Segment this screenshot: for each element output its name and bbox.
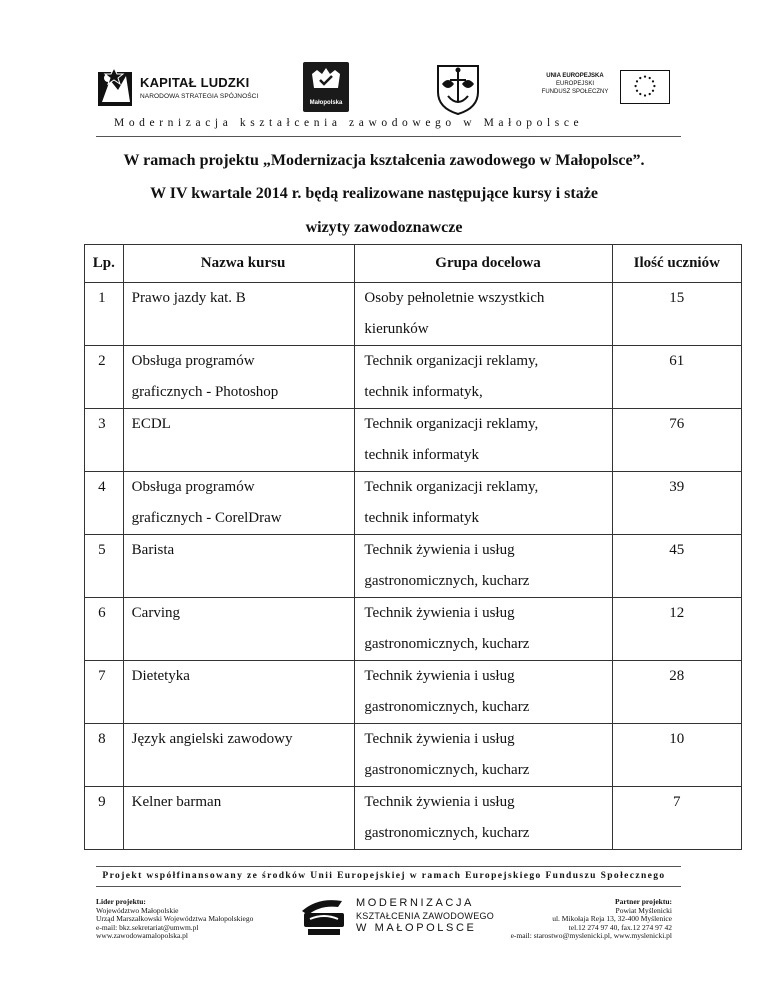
cell-lp <box>85 787 124 850</box>
lp-value: 6 <box>98 605 106 621</box>
cell-lp <box>85 535 124 598</box>
target-group-line: technik informatyk, <box>364 384 483 400</box>
cell-lp <box>85 598 124 661</box>
cell-student-count: 28 <box>612 661 741 724</box>
malopolska-label: Małopolska <box>309 100 343 106</box>
cell-target-group <box>355 598 612 661</box>
header-student-count: Ilość uczniów <box>612 245 741 283</box>
cell-lp <box>85 472 124 535</box>
header-target-group: Grupa docelowa <box>355 245 612 283</box>
heading-line-3: wizyty zawodoznawcze <box>305 219 463 236</box>
table-row <box>85 661 742 724</box>
malopolska-emblem-icon <box>303 62 349 96</box>
table-row <box>85 409 742 472</box>
cell-lp <box>85 283 124 346</box>
partner-contact: e-mail: starostwo@myslenicki.pl, www.myslenicki.pl <box>510 931 672 941</box>
cell-course-name <box>123 409 355 472</box>
leader-line: Województwo Małopolskie <box>96 905 179 915</box>
target-group-line: gastronomicznych, kucharz <box>364 825 530 841</box>
partner-address: ul. Mikołaja Reja 13, 32-400 Myślenice <box>552 914 672 924</box>
cell-target-group <box>355 472 612 535</box>
cell-target-group <box>355 409 612 472</box>
kapital-ludzki-emblem-icon <box>96 66 136 112</box>
cell-target-group <box>355 535 612 598</box>
cell-course-name <box>123 535 355 598</box>
target-group-line: gastronomicznych, kucharz <box>364 573 530 589</box>
heading-line-1: W ramach projektu „Modernizacja kształcenia zawodowego w Małopolsce”. <box>123 152 645 169</box>
table-row <box>85 724 742 787</box>
cell-student-count: 7 <box>612 787 741 850</box>
course-name-line: Prawo jazdy kat. B <box>131 290 246 306</box>
target-group-line: gastronomicznych, kucharz <box>364 762 530 778</box>
footer-divider-bottom <box>96 886 681 887</box>
cell-course-name <box>123 472 355 535</box>
target-group-line: Osoby pełnoletnie wszystkich <box>364 290 545 306</box>
mkz-line1: MODERNIZACJA <box>356 897 474 909</box>
partner-title: Partner projektu: <box>614 897 672 906</box>
partner-phone: tel.12 274 97 40, fax.12 274 97 42 <box>568 922 672 932</box>
mkz-line3: W MAŁOPOLSCE <box>356 922 477 934</box>
cell-course-name <box>123 787 355 850</box>
target-group-line: technik informatyk <box>364 510 479 526</box>
kapital-ludzki-subtitle: NARODOWA STRATEGIA SPÓJNOŚCI <box>140 93 259 100</box>
eu-text <box>540 72 610 96</box>
cell-target-group <box>355 283 612 346</box>
lp-value: 9 <box>98 794 106 810</box>
cell-target-group <box>355 661 612 724</box>
cell-student-count: 39 <box>612 472 741 535</box>
course-name-line: Kelner barman <box>131 794 222 810</box>
target-group-line: Technik żywienia i usług <box>364 731 515 747</box>
project-leader-block <box>96 898 253 941</box>
cell-target-group <box>355 787 612 850</box>
table-row <box>85 598 742 661</box>
course-name-line: graficznych - CorelDraw <box>131 510 282 526</box>
course-name-line: Obsługa programów <box>131 479 255 495</box>
cell-course-name <box>123 661 355 724</box>
header-lp: Lp. <box>85 245 124 283</box>
target-group-line: Technik żywienia i usług <box>364 605 515 621</box>
lp-value: 8 <box>98 731 106 747</box>
table-row <box>85 346 742 409</box>
lp-value: 2 <box>98 353 106 369</box>
cell-student-count: 10 <box>612 724 741 787</box>
eu-line1: UNIA EUROPEJSKA <box>546 73 604 79</box>
leader-title: Lider projektu: <box>96 897 146 906</box>
cell-lp <box>85 724 124 787</box>
target-group-line: gastronomicznych, kucharz <box>364 636 530 652</box>
target-group-line: kierunków <box>364 321 429 337</box>
cell-student-count: 15 <box>612 283 741 346</box>
header-course-name: Nazwa kursu <box>123 245 355 283</box>
malopolska-logo <box>303 62 349 112</box>
cell-course-name <box>123 598 355 661</box>
cell-lp <box>85 346 124 409</box>
header-divider <box>96 136 681 137</box>
project-partner-block <box>511 898 672 941</box>
cell-student-count: 61 <box>612 346 741 409</box>
target-group-line: Technik żywienia i usług <box>364 542 515 558</box>
footer-cofinancing-line: Projekt współfinansowany ze środków Unii Europejskiej w ramach Europejskiego Funduszu Społecznego <box>102 871 666 881</box>
eu-line3: FUNDUSZ SPOŁECZNY <box>541 89 609 95</box>
crest-icon <box>434 62 482 116</box>
cell-course-name <box>123 283 355 346</box>
leader-email: e-mail: bkz.sekretariat@umwm.pl <box>96 922 199 932</box>
course-name-line: Carving <box>131 605 180 621</box>
cell-course-name <box>123 346 355 409</box>
course-name-line: ECDL <box>131 416 171 432</box>
mkz-logo <box>298 893 495 939</box>
target-group-line: technik informatyk <box>364 447 479 463</box>
lp-value: 4 <box>98 479 106 495</box>
table-header-row <box>85 245 742 283</box>
cell-lp <box>85 661 124 724</box>
partner-line: Powiat Myślenicki <box>615 905 672 915</box>
heading-line-2: W IV kwartale 2014 r. będą realizowane następujące kursy i staże <box>150 185 598 202</box>
kapital-ludzki-title: KAPITAŁ LUDZKI <box>140 75 250 90</box>
kapital-ludzki-logo <box>96 66 266 112</box>
lp-value: 7 <box>98 668 106 684</box>
target-group-line: Technik organizacji reklamy, <box>364 479 539 495</box>
eu-logo <box>540 70 672 112</box>
courses-table <box>84 244 742 850</box>
cell-lp <box>85 409 124 472</box>
target-group-line: Technik organizacji reklamy, <box>364 353 539 369</box>
target-group-line: Technik żywienia i usług <box>364 668 515 684</box>
lp-value: 1 <box>98 290 106 306</box>
footer-divider-top <box>96 866 681 867</box>
leader-website: www.zawodowamalopolska.pl <box>96 931 188 941</box>
eu-line2: EUROPEJSKI <box>555 81 594 87</box>
course-name-line: Barista <box>131 542 175 558</box>
cell-student-count: 12 <box>612 598 741 661</box>
cell-course-name <box>123 724 355 787</box>
table-row <box>85 535 742 598</box>
course-name-line: Dietetyka <box>131 668 190 684</box>
table-row <box>85 787 742 850</box>
target-group-line: gastronomicznych, kucharz <box>364 699 530 715</box>
header-logos <box>0 62 768 116</box>
mkz-emblem-icon <box>298 893 350 937</box>
mkz-text <box>356 897 494 935</box>
lp-value: 5 <box>98 542 106 558</box>
lp-value: 3 <box>98 416 106 432</box>
course-name-line: Język angielski zawodowy <box>131 731 293 747</box>
mkz-line2: KSZTAŁCENIA ZAWODOWEGO <box>356 911 495 921</box>
course-name-line: graficznych - Photoshop <box>131 384 279 400</box>
cell-student-count: 45 <box>612 535 741 598</box>
table-row <box>85 472 742 535</box>
course-name-line: Obsługa programów <box>131 353 255 369</box>
modernizacja-tagline: Modernizacja kształcenia zawodowego w Małopolsce <box>114 117 584 129</box>
target-group-line: Technik organizacji reklamy, <box>364 416 539 432</box>
cell-target-group <box>355 724 612 787</box>
cell-target-group <box>355 346 612 409</box>
cell-student-count: 76 <box>612 409 741 472</box>
table-row <box>85 283 742 346</box>
target-group-line: Technik żywienia i usług <box>364 794 515 810</box>
leader-line: Urząd Marszałkowski Województwa Małopolskiego <box>96 914 254 924</box>
eu-flag-icon <box>620 70 670 104</box>
